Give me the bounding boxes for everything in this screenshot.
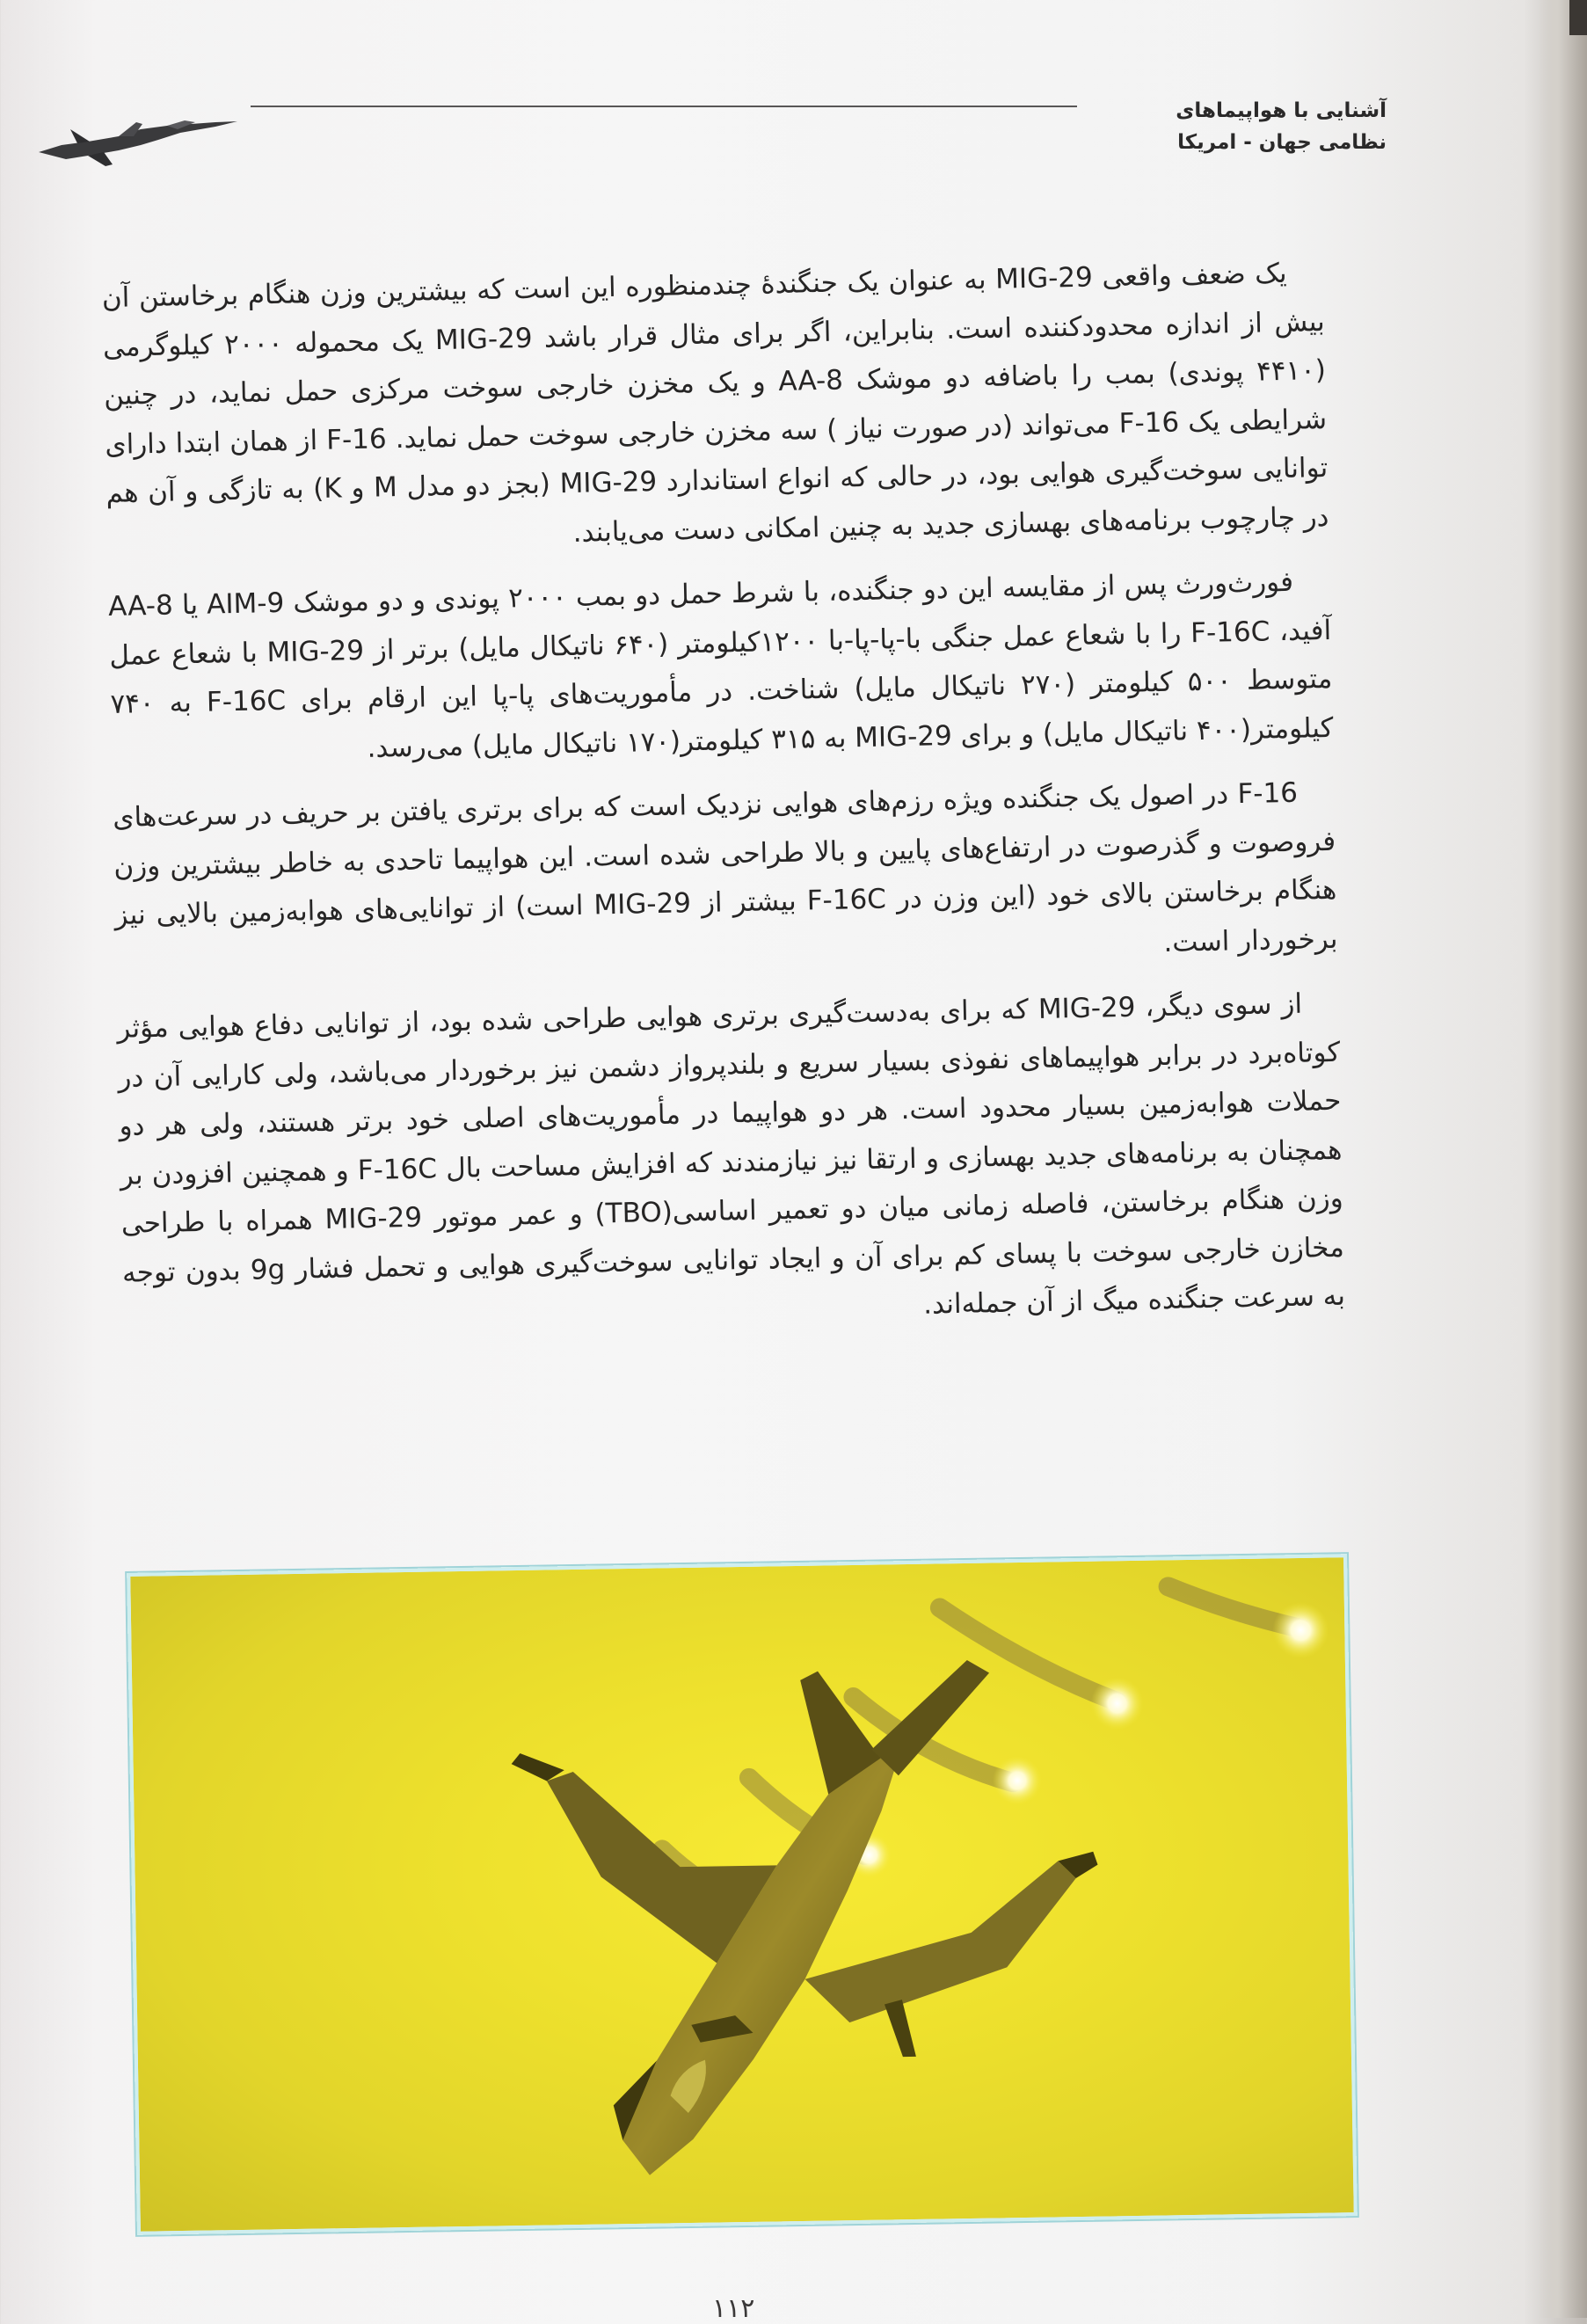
header-title-line-1: آشنایی با هواپیماهای — [1176, 99, 1387, 122]
running-header — [1105, 95, 1387, 158]
page-number: ۱۱۲ — [712, 2293, 755, 2324]
header-rule — [251, 106, 1077, 107]
book-page-edge — [1539, 0, 1587, 2318]
flare-smoke-trails — [659, 1585, 1306, 1911]
paragraph-1: یک ضعف واقعی MIG-29 به عنوان یک جنگندهٔ چندمنظوره این است که بیشترین وزن هنگام برخاستن آن بیش از اندازه محدودکننده است. بنابراین، اگر برای مثال قرار باشد MIG-29 یک محموله ۲۰۰۰ کیلوگرمی (۴۴۱۰ پوندی) بمب را باضافه دو موشک AA-8 و یک مخزن خارجی سوخت مرکزی حمل نماید، در چنین شرایطی یک F-16 می‌تواند (در صورت نیاز ) سه مخزن خارجی سوخت حمل نماید. F-16 از همان ابتدا دارای توانایی سوخت‌گیری هوایی بود، در حالی که انواع استاندارد MIG-29 (بجز دو مدل M و K) به تازگی و آن هم در چارچوب برنامه‌های بهسازی جدید به چنین امکانی دست می‌یابند. — [101, 257, 1329, 549]
paragraph-4: از سوی دیگر، MIG-29 که برای به‌دست‌گیری برتری هوایی طراحی شده بود، از توانایی دفاع هوایی مؤثر کوتاه‌برد در برابر هواپیماهای نفوذی بسیار سریع و بلندپرواز دشمن نیز برخوردار می‌باشد، ولی کارایی آن در حملات هوابه‌زمین بسیار محدود است. هر دو هواپیما در مأموریت‌های اصلی خود برتر هستند، ولی هر دو همچنان به برنامه‌های جدید بهسازی و ارتقا نیز نیازمندند که افزایش مساحت بال F-16C و همچنین افزودن بر وزن هنگام برخاستن، فاصله زمانی میان دو تعمیر اساسی(TBO) و عمر موتور MIG-29 همراه با طراحی مخازن خارجی سوخت با پسای کم برای آن و ایجاد توانایی سوخت‌گیری هوایی و تحمل فشار 9g بدون توجه به سرعت جنگنده میگ از آن جمله‌اند. — [116, 987, 1346, 1321]
f16-jet — [510, 1658, 1103, 2177]
f16-fighter-jet-releasing-flares-icon — [130, 1557, 1354, 2232]
paragraph-2: فورث‌ورث پس از مقایسه این دو جنگنده، با شرط حمل دو بمب ۲۰۰۰ پوندی و دو موشک AIM-9 یا AA-8 آفید، F-16C را با شعاع عمل جنگی با-پا-پا-با ۱۲۰۰کیلومتر (۶۴۰ ناتیکال مایل) برتر از MIG-29 با شعاع عمل متوسط ۵۰۰ کیلومتر (۲۷۰ ناتیکال مایل) شناخت. در مأموریت‌های پا-پا این ارقام برای F-16C به ۷۴۰ کیلومتر(۴۰۰ ناتیکال مایل) و برای MIG-29 به ۳۱۵ کیلومتر(۱۷۰ ناتیکال مایل) می‌رسد. — [107, 565, 1334, 764]
fighter-jet-photo — [127, 1554, 1358, 2235]
paragraph-3: F-16 در اصول یک جنگنده ویژه رزم‌های هوایی نزدیک است که برای برتری یافتن بر حریف در سرعت‌های فروصوت و گذرصوت در ارتفاع‌های پایین و بالا طراحی شده است. این هواپیما تاحدی به خاطر بیشترین وزن هنگام برخاستن بالای خود (این وزن در F-16C بیشتر از MIG-29 است) از توانایی‌های هوابه‌زمین بالایی نیز برخوردار است. — [112, 776, 1338, 958]
body-text — [101, 249, 1346, 1362]
header-title-line-2: نظامی جهان - امریکا — [1177, 131, 1387, 154]
fighter-jet-silhouette-icon — [35, 110, 237, 171]
